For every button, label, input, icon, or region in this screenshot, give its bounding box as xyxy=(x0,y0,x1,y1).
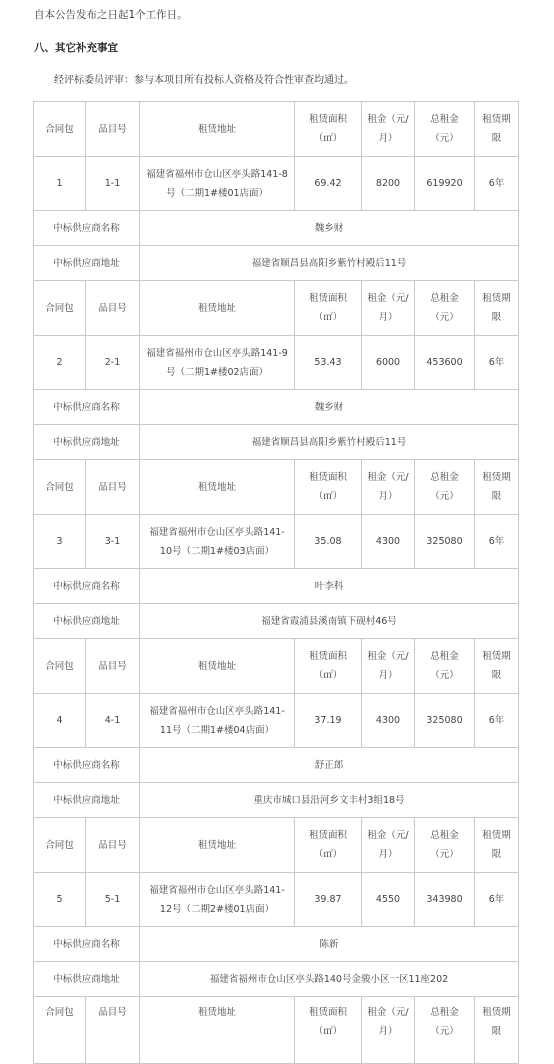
supplier-address-value: 福建省福州市仓山区亭头路140号金骏小区一区11座202 xyxy=(140,962,519,997)
header-contract-package: 合同包 xyxy=(34,997,86,1064)
header-contract-package: 合同包 xyxy=(34,281,86,336)
header-contract-package: 合同包 xyxy=(34,818,86,873)
table-header-row xyxy=(34,818,519,873)
supplier-name-value: 魏乡财 xyxy=(140,390,519,425)
header-total-rent: 总租金（元） xyxy=(415,102,475,157)
header-monthly-rent: 租金（元/月） xyxy=(362,818,415,873)
header-total-rent: 总租金（元） xyxy=(415,997,475,1064)
supplier-address-label: 中标供应商地址 xyxy=(34,783,140,818)
supplier-address-label: 中标供应商地址 xyxy=(34,246,140,281)
supplier-address-row xyxy=(34,604,519,639)
header-contract-package: 合同包 xyxy=(34,639,86,694)
lease-area-cell: 53.43 xyxy=(295,336,362,390)
header-lease-term: 租赁期限 xyxy=(475,460,519,515)
contract-package-cell: 1 xyxy=(34,157,86,211)
header-item-number: 品目号 xyxy=(86,639,140,694)
header-item-number: 品目号 xyxy=(86,997,140,1064)
supplier-address-value: 福建省霞浦县溪南镇下砚村46号 xyxy=(140,604,519,639)
item-number-cell: 2-1 xyxy=(86,336,140,390)
header-monthly-rent: 租金（元/月） xyxy=(362,102,415,157)
header-lease-term: 租赁期限 xyxy=(475,639,519,694)
header-lease-term: 租赁期限 xyxy=(475,997,519,1064)
table-row xyxy=(34,873,519,927)
table-row xyxy=(34,336,519,390)
supplier-name-label: 中标供应商名称 xyxy=(34,927,140,962)
supplier-address-label: 中标供应商地址 xyxy=(34,962,140,997)
lease-address-cell: 福建省福州市仓山区亭头路141-9号（二期1#楼02店面） xyxy=(140,336,295,390)
lease-term-cell: 6年 xyxy=(475,694,519,748)
supplier-address-value: 福建省顺昌县高阳乡紫竹村殿后11号 xyxy=(140,246,519,281)
contract-package-cell: 4 xyxy=(34,694,86,748)
supplier-address-row xyxy=(34,962,519,997)
lease-area-cell: 35.08 xyxy=(295,515,362,569)
supplier-name-row xyxy=(34,748,519,783)
lease-term-cell: 6年 xyxy=(475,873,519,927)
review-note: 经评标委员评审：参与本项目所有投标人资格及符合性审查均通过。 xyxy=(54,75,354,86)
item-number-cell: 5-1 xyxy=(86,873,140,927)
total-rent-cell: 325080 xyxy=(415,694,475,748)
lease-area-cell: 69.42 xyxy=(295,157,362,211)
supplier-name-row xyxy=(34,927,519,962)
lease-term-cell: 6年 xyxy=(475,515,519,569)
table-header-row xyxy=(34,460,519,515)
monthly-rent-cell: 4550 xyxy=(362,873,415,927)
total-rent-cell: 325080 xyxy=(415,515,475,569)
lease-area-cell: 39.87 xyxy=(295,873,362,927)
table-row xyxy=(34,694,519,748)
header-lease-address: 租赁地址 xyxy=(140,281,295,336)
lease-address-cell: 福建省福州市仓山区亭头路141-11号（二期1#楼04店面） xyxy=(140,694,295,748)
lease-area-cell: 37.19 xyxy=(295,694,362,748)
supplier-address-row xyxy=(34,783,519,818)
header-total-rent: 总租金（元） xyxy=(415,281,475,336)
supplier-name-value: 魏乡财 xyxy=(140,211,519,246)
header-lease-address: 租赁地址 xyxy=(140,460,295,515)
supplier-name-label: 中标供应商名称 xyxy=(34,211,140,246)
section-heading: 八、其它补充事宜 xyxy=(34,42,118,54)
header-item-number: 品目号 xyxy=(86,460,140,515)
header-lease-area: 租赁面积（㎡） xyxy=(295,818,362,873)
table-header-row xyxy=(34,639,519,694)
monthly-rent-cell: 4300 xyxy=(362,694,415,748)
header-lease-area: 租赁面积（㎡） xyxy=(295,460,362,515)
award-results-table xyxy=(33,101,519,1064)
header-lease-area: 租赁面积（㎡） xyxy=(295,281,362,336)
supplier-name-row xyxy=(34,390,519,425)
supplier-name-label: 中标供应商名称 xyxy=(34,390,140,425)
header-contract-package: 合同包 xyxy=(34,102,86,157)
lease-address-cell: 福建省福州市仓山区亭头路141-12号（二期2#楼01店面） xyxy=(140,873,295,927)
header-monthly-rent: 租金（元/月） xyxy=(362,639,415,694)
supplier-address-value: 重庆市城口县沿河乡文丰村3组18号 xyxy=(140,783,519,818)
supplier-name-value: 叶李科 xyxy=(140,569,519,604)
header-lease-address: 租赁地址 xyxy=(140,639,295,694)
item-number-cell: 4-1 xyxy=(86,694,140,748)
header-monthly-rent: 租金（元/月） xyxy=(362,460,415,515)
contract-package-cell: 5 xyxy=(34,873,86,927)
supplier-name-label: 中标供应商名称 xyxy=(34,569,140,604)
header-lease-address: 租赁地址 xyxy=(140,102,295,157)
supplier-address-label: 中标供应商地址 xyxy=(34,604,140,639)
lease-term-cell: 6年 xyxy=(475,336,519,390)
header-item-number: 品目号 xyxy=(86,281,140,336)
supplier-name-value: 陈新 xyxy=(140,927,519,962)
header-total-rent: 总租金（元） xyxy=(415,818,475,873)
supplier-address-label: 中标供应商地址 xyxy=(34,425,140,460)
contract-package-cell: 2 xyxy=(34,336,86,390)
header-contract-package: 合同包 xyxy=(34,460,86,515)
monthly-rent-cell: 8200 xyxy=(362,157,415,211)
table-header-row xyxy=(34,102,519,157)
header-lease-area: 租赁面积（㎡） xyxy=(295,639,362,694)
supplier-address-row xyxy=(34,425,519,460)
supplier-name-row xyxy=(34,569,519,604)
table-header-row xyxy=(34,997,519,1064)
header-monthly-rent: 租金（元/月） xyxy=(362,997,415,1064)
table-row xyxy=(34,157,519,211)
header-item-number: 品目号 xyxy=(86,818,140,873)
intro-text: 自本公告发布之日起1个工作日。 xyxy=(34,9,188,21)
monthly-rent-cell: 6000 xyxy=(362,336,415,390)
header-lease-term: 租赁期限 xyxy=(475,102,519,157)
table-row xyxy=(34,515,519,569)
header-item-number: 品目号 xyxy=(86,102,140,157)
total-rent-cell: 343980 xyxy=(415,873,475,927)
total-rent-cell: 453600 xyxy=(415,336,475,390)
header-lease-term: 租赁期限 xyxy=(475,281,519,336)
lease-address-cell: 福建省福州市仓山区亭头路141-8号（二期1#楼01店面） xyxy=(140,157,295,211)
monthly-rent-cell: 4300 xyxy=(362,515,415,569)
supplier-address-row xyxy=(34,246,519,281)
contract-package-cell: 3 xyxy=(34,515,86,569)
lease-address-cell: 福建省福州市仓山区亭头路141-10号（二期1#楼03店面） xyxy=(140,515,295,569)
table-header-row xyxy=(34,281,519,336)
header-monthly-rent: 租金（元/月） xyxy=(362,281,415,336)
supplier-address-value: 福建省顺昌县高阳乡紫竹村殿后11号 xyxy=(140,425,519,460)
supplier-name-label: 中标供应商名称 xyxy=(34,748,140,783)
header-lease-address: 租赁地址 xyxy=(140,997,295,1064)
lease-term-cell: 6年 xyxy=(475,157,519,211)
header-total-rent: 总租金（元） xyxy=(415,460,475,515)
header-lease-area: 租赁面积（㎡） xyxy=(295,997,362,1064)
supplier-name-row xyxy=(34,211,519,246)
total-rent-cell: 619920 xyxy=(415,157,475,211)
item-number-cell: 3-1 xyxy=(86,515,140,569)
header-lease-area: 租赁面积（㎡） xyxy=(295,102,362,157)
header-lease-term: 租赁期限 xyxy=(475,818,519,873)
supplier-name-value: 舒正郎 xyxy=(140,748,519,783)
item-number-cell: 1-1 xyxy=(86,157,140,211)
header-total-rent: 总租金（元） xyxy=(415,639,475,694)
header-lease-address: 租赁地址 xyxy=(140,818,295,873)
